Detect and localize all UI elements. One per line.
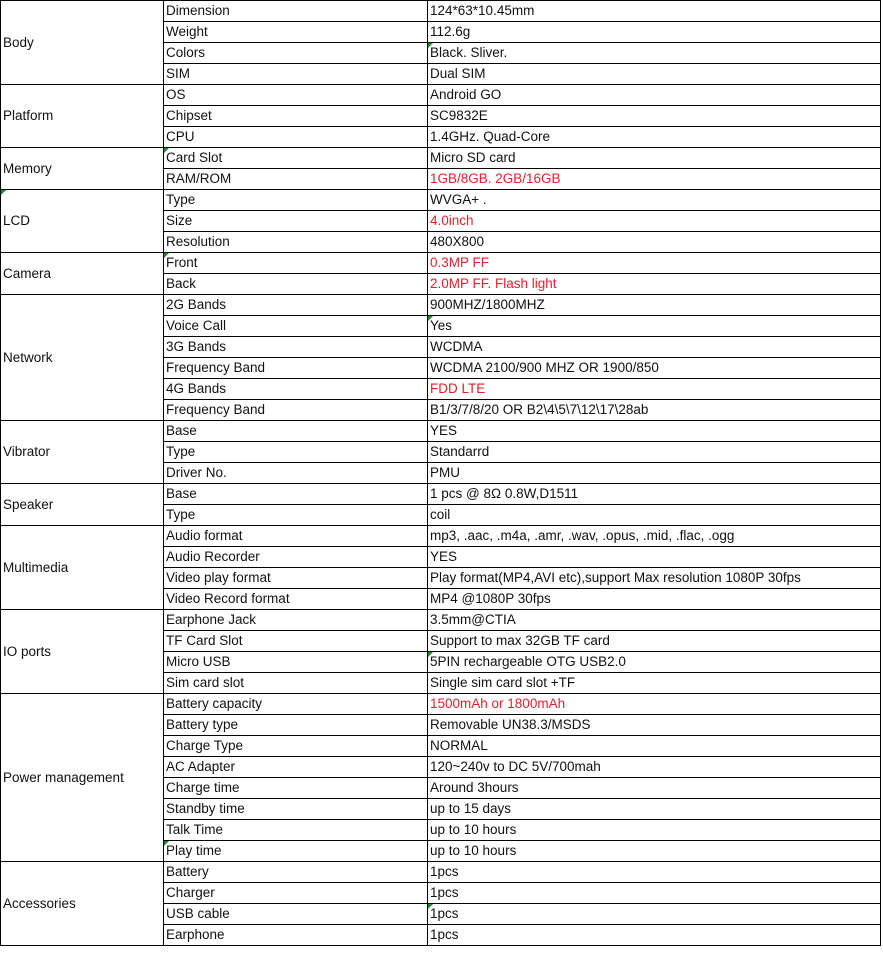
row-label: Dimension: [164, 1, 428, 22]
group-cell-body: Body: [1, 1, 164, 85]
group-cell-io-ports: IO ports: [1, 610, 164, 694]
row-label: Frequency Band: [164, 400, 428, 421]
row-value: WCDMA: [428, 337, 881, 358]
group-cell-power-management: Power management: [1, 694, 164, 862]
row-value: 1pcs: [428, 862, 881, 883]
row-label: Charge time: [164, 778, 428, 799]
row-label: Charger: [164, 883, 428, 904]
row-label: Standby time: [164, 799, 428, 820]
group-cell-lcd: LCD: [1, 190, 164, 253]
row-value: 1pcs: [428, 925, 881, 946]
row-value: 1GB/8GB. 2GB/16GB: [428, 169, 881, 190]
row-label: Chipset: [164, 106, 428, 127]
table-row: [1, 862, 881, 883]
table-row: [1, 253, 881, 274]
row-value: WCDMA 2100/900 MHZ OR 1900/850: [428, 358, 881, 379]
table-row: [1, 610, 881, 631]
group-cell-speaker: Speaker: [1, 484, 164, 526]
row-value: Play format(MP4,AVI etc),support Max resolution 1080P 30fps: [428, 568, 881, 589]
row-value: 0.3MP FF: [428, 253, 881, 274]
row-value: Yes: [428, 316, 881, 337]
row-value: WVGA+ .: [428, 190, 881, 211]
row-value: 2.0MP FF. Flash light: [428, 274, 881, 295]
row-label: Talk Time: [164, 820, 428, 841]
row-label: OS: [164, 85, 428, 106]
row-label: Sim card slot: [164, 673, 428, 694]
row-label: 2G Bands: [164, 295, 428, 316]
row-value: B1/3/7/8/20 OR B2\4\5\7\12\17\28ab: [428, 400, 881, 421]
row-value: 1 pcs @ 8Ω 0.8W,D1511: [428, 484, 881, 505]
row-label: Video Record format: [164, 589, 428, 610]
row-value: MP4 @1080P 30fps: [428, 589, 881, 610]
row-label: Back: [164, 274, 428, 295]
row-label: Front: [164, 253, 428, 274]
row-value: Black. Sliver.: [428, 43, 881, 64]
row-value: Around 3hours: [428, 778, 881, 799]
table-row: [1, 1, 881, 22]
row-value: Standarrd: [428, 442, 881, 463]
row-value: FDD LTE: [428, 379, 881, 400]
row-value: Micro SD card: [428, 148, 881, 169]
row-label: Earphone: [164, 925, 428, 946]
table-row: [1, 295, 881, 316]
group-cell-accessories: Accessories: [1, 862, 164, 946]
row-value: mp3, .aac, .m4a, .amr, .wav, .opus, .mid, .flac, .ogg: [428, 526, 881, 547]
row-value: 1.4GHz. Quad-Core: [428, 127, 881, 148]
group-cell-camera: Camera: [1, 253, 164, 295]
row-label: Weight: [164, 22, 428, 43]
row-label: Audio format: [164, 526, 428, 547]
row-value: YES: [428, 421, 881, 442]
row-label: Size: [164, 211, 428, 232]
row-label: Micro USB: [164, 652, 428, 673]
row-value: 1pcs: [428, 883, 881, 904]
row-value: 124*63*10.45mm: [428, 1, 881, 22]
table-row: [1, 190, 881, 211]
row-label: Earphone Jack: [164, 610, 428, 631]
row-label: CPU: [164, 127, 428, 148]
row-label: Type: [164, 190, 428, 211]
row-value: NORMAL: [428, 736, 881, 757]
row-label: Base: [164, 421, 428, 442]
row-label: AC Adapter: [164, 757, 428, 778]
table-row: [1, 85, 881, 106]
row-label: USB cable: [164, 904, 428, 925]
row-label: Voice Call: [164, 316, 428, 337]
table-row: [1, 148, 881, 169]
row-value: SC9832E: [428, 106, 881, 127]
row-value: 480X800: [428, 232, 881, 253]
row-label: Battery type: [164, 715, 428, 736]
table-row: [1, 694, 881, 715]
row-label: Battery capacity: [164, 694, 428, 715]
row-value: Dual SIM: [428, 64, 881, 85]
row-value: 1pcs: [428, 904, 881, 925]
row-label: Charge Type: [164, 736, 428, 757]
row-label: Base: [164, 484, 428, 505]
row-value: YES: [428, 547, 881, 568]
row-value: Removable UN38.3/MSDS: [428, 715, 881, 736]
row-label: Colors: [164, 43, 428, 64]
row-label: RAM/ROM: [164, 169, 428, 190]
row-label: TF Card Slot: [164, 631, 428, 652]
row-label: 4G Bands: [164, 379, 428, 400]
row-value: coil: [428, 505, 881, 526]
row-value: Support to max 32GB TF card: [428, 631, 881, 652]
table-row: [1, 421, 881, 442]
row-value: 120~240v to DC 5V/700mah: [428, 757, 881, 778]
row-label: SIM: [164, 64, 428, 85]
row-label: Type: [164, 442, 428, 463]
row-value: PMU: [428, 463, 881, 484]
row-value: up to 10 hours: [428, 841, 881, 862]
row-label: Driver No.: [164, 463, 428, 484]
row-label: Audio Recorder: [164, 547, 428, 568]
row-value: up to 10 hours: [428, 820, 881, 841]
row-value: 4.0inch: [428, 211, 881, 232]
row-label: Resolution: [164, 232, 428, 253]
row-label: Video play format: [164, 568, 428, 589]
table-row: [1, 526, 881, 547]
group-cell-vibrator: Vibrator: [1, 421, 164, 484]
group-cell-network: Network: [1, 295, 164, 421]
row-value: Android GO: [428, 85, 881, 106]
row-value: 1500mAh or 1800mAh: [428, 694, 881, 715]
row-label: Frequency Band: [164, 358, 428, 379]
table-row: [1, 484, 881, 505]
group-cell-multimedia: Multimedia: [1, 526, 164, 610]
row-value: 900MHZ/1800MHZ: [428, 295, 881, 316]
row-value: up to 15 days: [428, 799, 881, 820]
row-value: Single sim card slot +TF: [428, 673, 881, 694]
group-cell-platform: Platform: [1, 85, 164, 148]
row-value: 112.6g: [428, 22, 881, 43]
row-value: 3.5mm@CTIA: [428, 610, 881, 631]
row-label: Type: [164, 505, 428, 526]
row-label: Card Slot: [164, 148, 428, 169]
row-value: 5PIN rechargeable OTG USB2.0: [428, 652, 881, 673]
group-cell-memory: Memory: [1, 148, 164, 190]
row-label: 3G Bands: [164, 337, 428, 358]
row-label: Battery: [164, 862, 428, 883]
row-label: Play time: [164, 841, 428, 862]
